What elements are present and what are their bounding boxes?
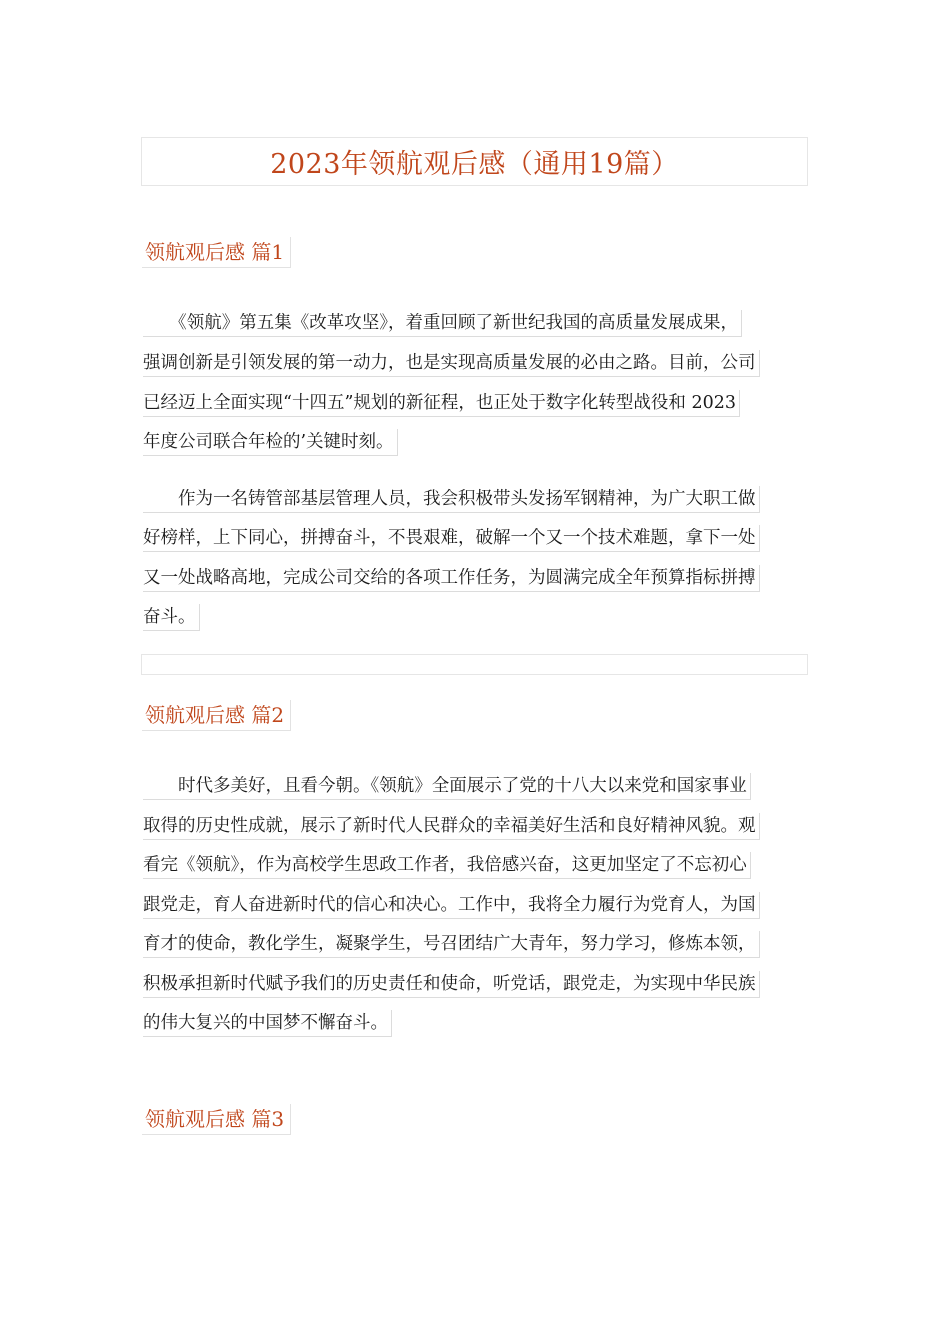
paragraph-line: 已经迈上全面实现“十四五”规划的新征程，也正处于数字化转型战役和 2023 (143, 390, 740, 417)
paragraph-line: 看完《领航》，作为高校学生思政工作者，我倍感兴奋，这更加坚定了不忘初心 (143, 852, 751, 879)
paragraph-line: 作为一名铸管部基层管理人员，我会积极带头发扬军钢精神，为广大职工做 (143, 486, 760, 513)
paragraph-line: 强调创新是引领发展的第一动力，也是实现高质量发展的必由之路。目前，公司 (143, 350, 760, 377)
paragraph-line: 跟党走，育人奋进新时代的信心和决心。工作中，我将全力履行为党育人，为国 (143, 892, 760, 919)
paragraph-line: 育才的使命，教化学生，凝聚学生，号召团结广大青年，努力学习，修炼本领， (143, 931, 760, 958)
section-heading-1: 领航观后感 篇1 (142, 237, 291, 268)
document-title: 2023年领航观后感（通用19篇） (270, 149, 679, 180)
paragraph-line: 取得的历史性成就，展示了新时代人民群众的幸福美好生活和良好精神风貌。观 (143, 813, 760, 840)
section-divider (141, 654, 808, 675)
paragraph-line: 积极承担新时代赋予我们的历史责任和使命，听党话，跟党走，为实现中华民族 (143, 971, 760, 998)
section-heading-2: 领航观后感 篇2 (142, 700, 291, 731)
paragraph-line: 的伟大复兴的中国梦不懈奋斗。 (143, 1010, 392, 1037)
paragraph-line: 年度公司联合年检的’关键时刻。 (143, 429, 398, 456)
section-heading-3: 领航观后感 篇3 (142, 1104, 291, 1135)
paragraph-line: 《领航》第五集《改革攻坚》，着重回顾了新世纪我国的高质量发展成果， (143, 310, 742, 337)
paragraph-line: 好榜样，上下同心，拼搏奋斗，不畏艰难，破解一个又一个技术难题，拿下一处 (143, 525, 760, 552)
paragraph-line: 又一处战略高地，完成公司交给的各项工作任务，为圆满完成全年预算指标拼搏 (143, 565, 760, 592)
paragraph-line: 时代多美好，且看今朝。《领航》全面展示了党的十八大以来党和国家事业 (143, 773, 751, 800)
paragraph-line: 奋斗。 (143, 604, 200, 631)
title-box (141, 137, 808, 186)
